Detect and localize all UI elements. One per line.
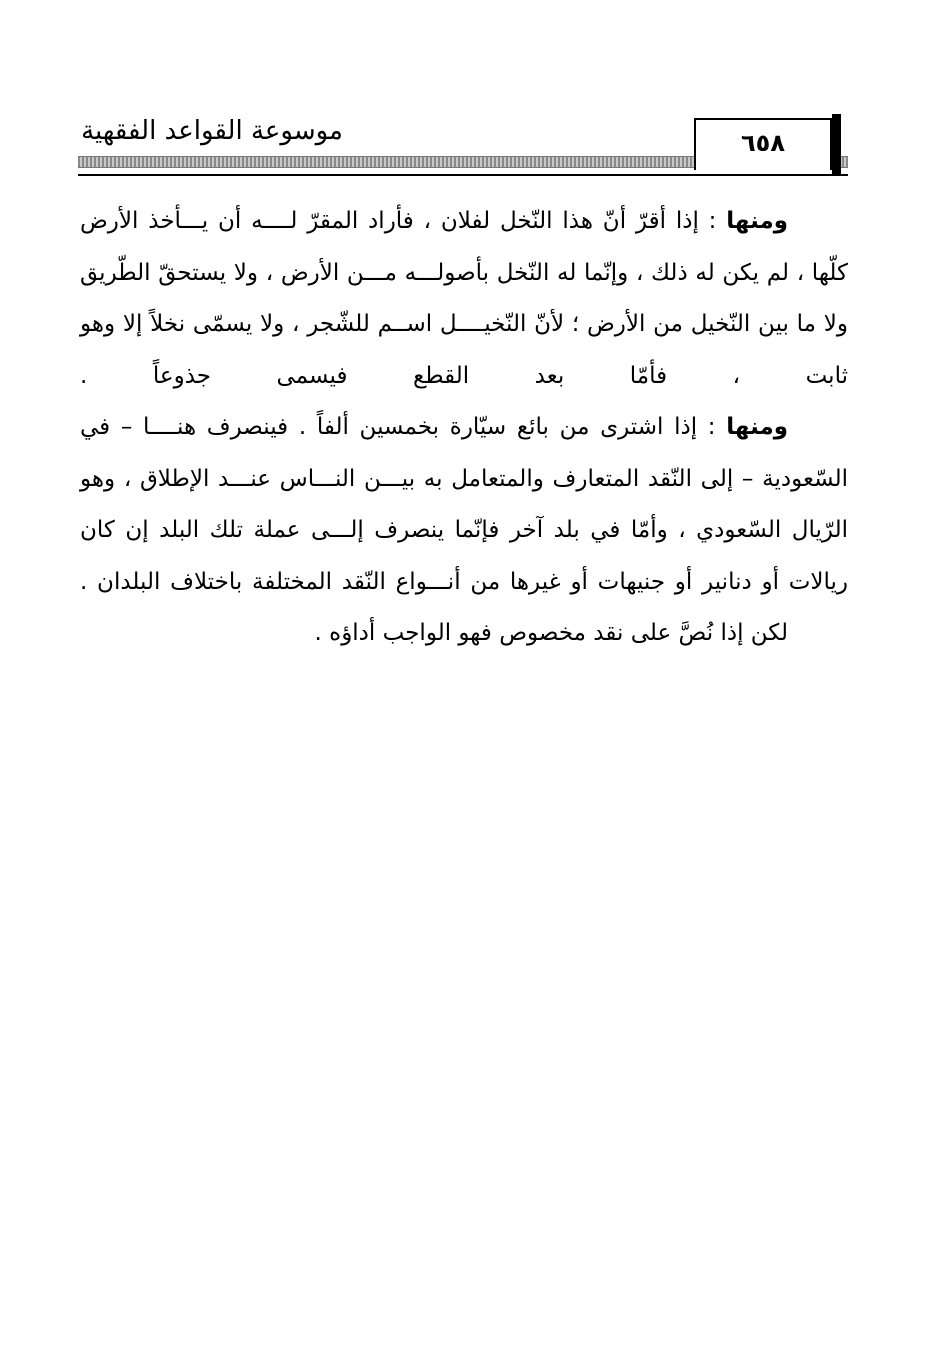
page-number: ٦٥٨ bbox=[741, 129, 785, 157]
page-number-box bbox=[694, 118, 832, 170]
running-title: موسوعة القواعد الفقهية bbox=[81, 116, 343, 146]
paragraph-2 bbox=[80, 402, 848, 608]
paragraph-lead: ومنها bbox=[726, 414, 788, 440]
paragraph-1 bbox=[80, 196, 848, 402]
paragraph-lead: ومنها bbox=[726, 208, 788, 234]
main-text bbox=[80, 196, 848, 660]
paragraph-3 bbox=[80, 608, 848, 660]
paragraph-text: : إذا اشترى من بائع سيّارة بخمسين ألفاً . فينصرف هنــــا – في السّعودية – إلى النّقد المتعارف والمتعامل به بيـــن النـــاس عنـــد الإطلاق ، وهو الرّيال السّعودي ، وأمّا في بلد آخر فإنّما ينصرف إلـــى عملة تلك البلد إن كان ريالات أو دنانير أو جنيهات أو غيرها من أنـــواع النّقد المختلفة باختلاف البلدان . bbox=[80, 414, 848, 595]
paragraph-text: لكن إذا نُصَّ على نقد مخصوص فهو الواجب أداؤه . bbox=[314, 620, 788, 646]
header-rule bbox=[78, 174, 848, 176]
page-number-box-shadow bbox=[832, 114, 841, 174]
page-header bbox=[78, 112, 848, 178]
paragraph-text: : إذا أقرّ أنّ هذا النّخل لفلان ، فأراد المقرّ لــــه أن يـــأخذ الأرض كلّها ، لم يكن له ذلك ، وإنّما له النّخل بأصولـــه مـــن الأرض ، ولا يستحقّ الطّريق ولا ما بين النّخيل من الأرض ؛ لأنّ النّخيــــل اســم للشّجر ، ولا يسمّى نخلاً إلا وهو ثابت ، فأمّا بعد القطع فيسمى جذوعاً . bbox=[80, 208, 848, 389]
